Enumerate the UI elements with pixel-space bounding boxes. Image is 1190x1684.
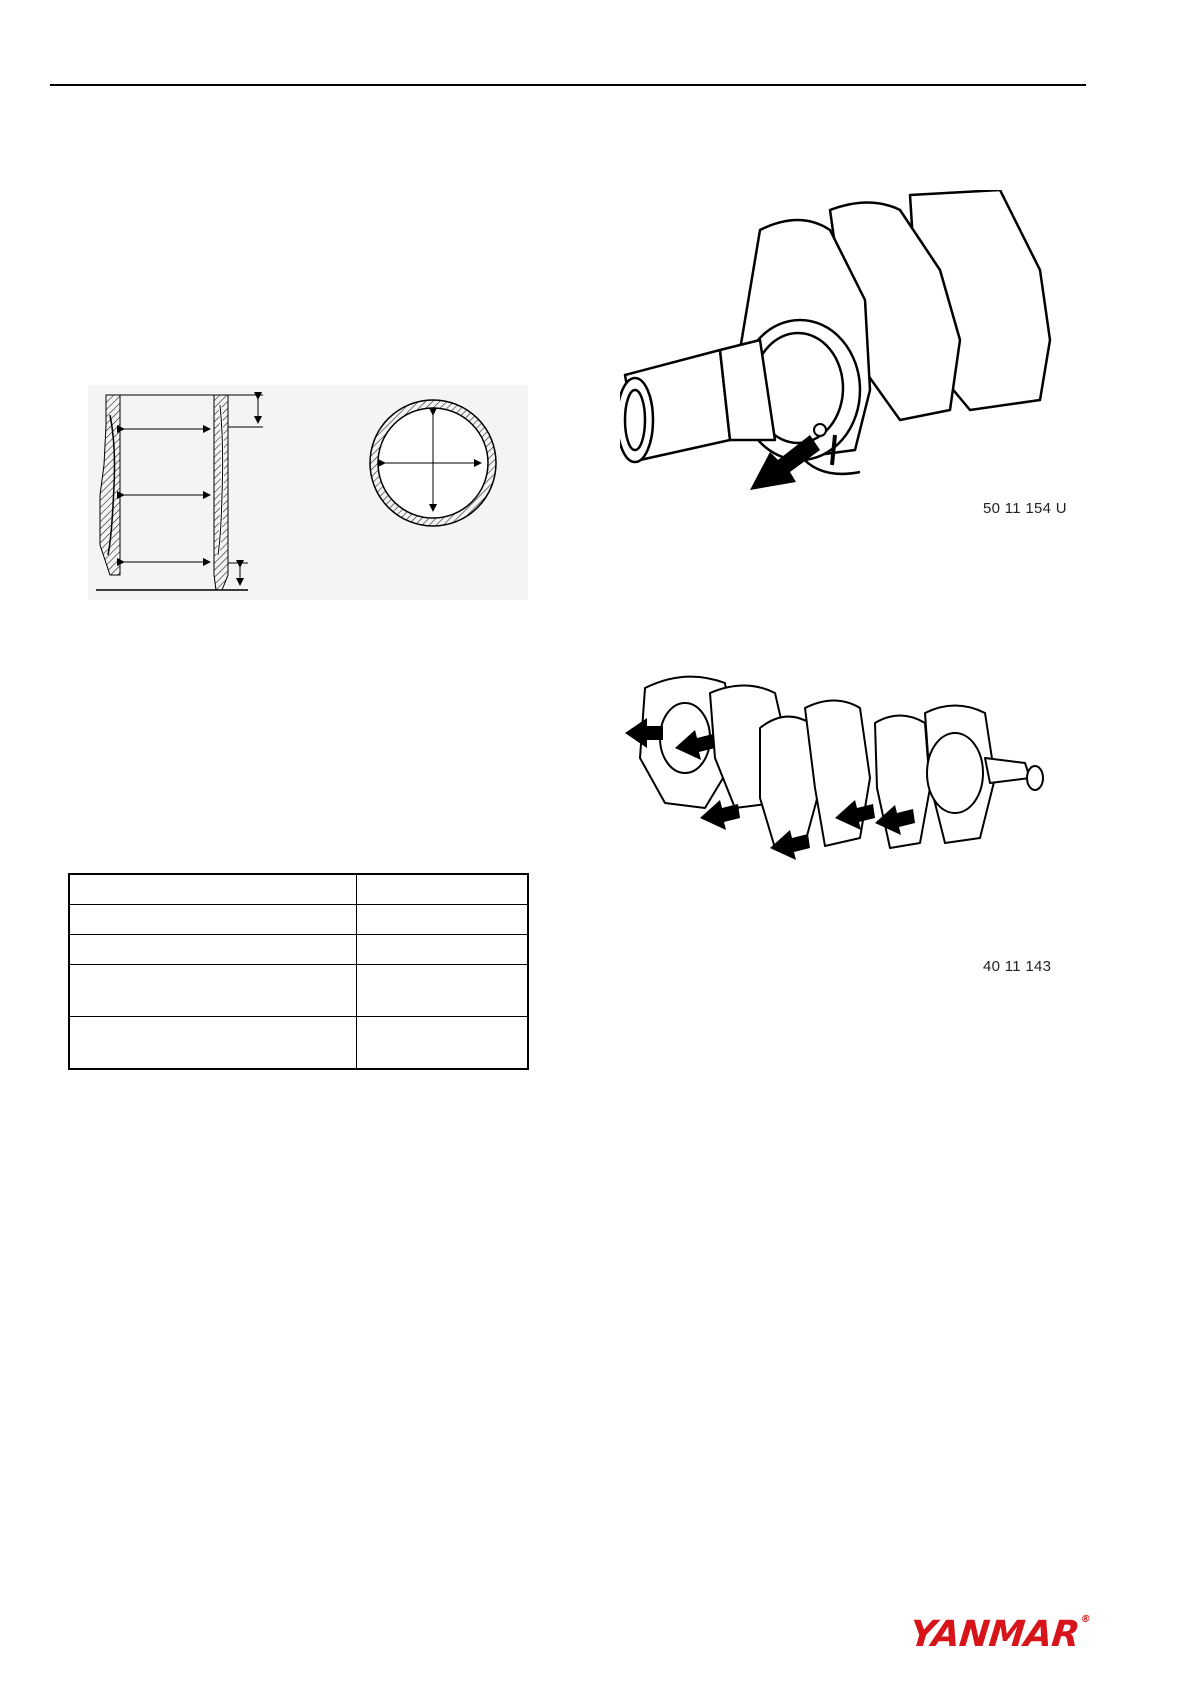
header-rule: [50, 84, 1086, 86]
table-cell: [69, 934, 357, 964]
crankshaft-full-figure: [625, 668, 1050, 883]
crankshaft-detail-figure: [620, 190, 1065, 500]
table-cell: [357, 964, 529, 1016]
table-cell: [69, 1017, 357, 1069]
logo-text: YANMAR: [907, 1614, 1082, 1655]
table-row: [69, 904, 528, 934]
table-cell: [69, 904, 357, 934]
table-cell: [69, 874, 357, 904]
table-row: [69, 934, 528, 964]
spec-table: [68, 873, 529, 1070]
table-cell: [357, 934, 529, 964]
table-cell: [357, 904, 529, 934]
figure-code-crankshaft-full: 40 11 143: [983, 958, 1052, 975]
table-row: [69, 1017, 528, 1069]
table-row: [69, 964, 528, 1016]
table-row: [69, 874, 528, 904]
table-cell: [69, 964, 357, 1016]
table-cell: [357, 1017, 529, 1069]
yanmar-logo: [908, 1614, 1091, 1655]
cylinder-liner-figure: [88, 385, 528, 600]
table-cell: [357, 874, 529, 904]
figure-code-crank-detail: 50 11 154 U: [983, 500, 1067, 517]
registered-mark-icon: ®: [1080, 1614, 1091, 1625]
